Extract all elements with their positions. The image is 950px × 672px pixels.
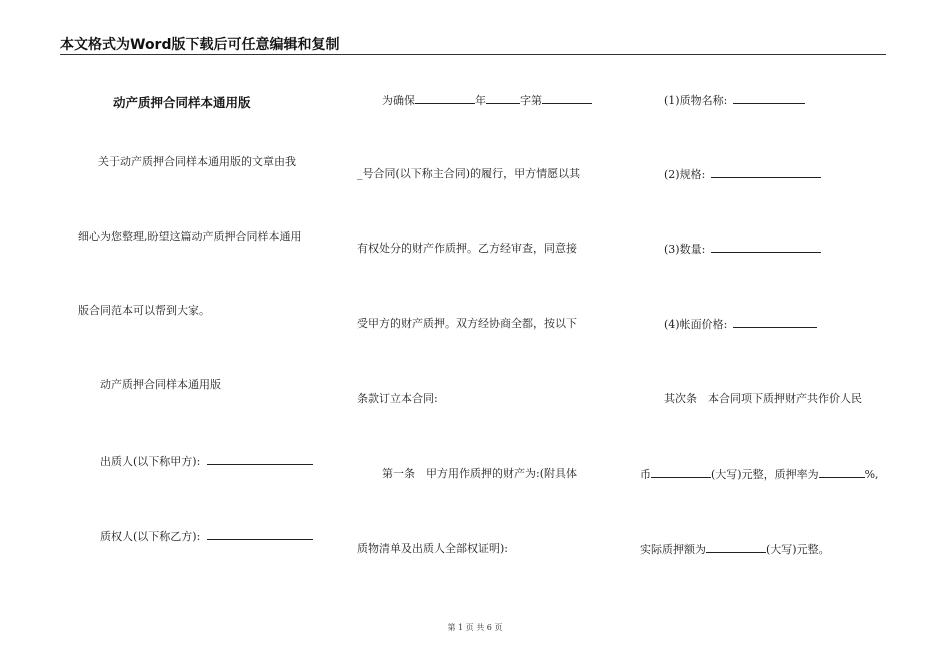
spec-label: (2)规格:: [664, 168, 706, 181]
item-name-label: (1)质物名称:: [664, 94, 728, 107]
intro-line-3: 版合同范本可以帮到大家。: [78, 304, 210, 317]
pledge-rate-label: (大写)元整，质押率为: [711, 468, 819, 481]
quantity-blank: [711, 242, 821, 253]
col2-line-1: [382, 93, 592, 108]
col2-line-3: 有权处分的财产作质押。乙方经审查，同意接: [357, 242, 577, 255]
word-number-label: 字第: [520, 94, 542, 107]
book-value-label: (4)帐面价格:: [664, 318, 728, 331]
col2-line-4: 受甲方的财产质押。双方经协商全都，按以下: [357, 317, 577, 330]
pledgor-field: [100, 454, 313, 469]
pledgee-label: 质权人(以下称乙方):: [100, 530, 201, 543]
clause-1-line-2: 质物清单及出质人全部权证明):: [357, 542, 508, 555]
year-label: 年: [475, 94, 486, 107]
spec-blank: [711, 167, 821, 178]
clause-1-line-1: 第一条 甲方用作质押的财产为:(附具体: [382, 467, 577, 480]
ensure-label: 为确保: [382, 94, 415, 107]
actual-amount-suffix: (大写)元整。: [766, 543, 830, 556]
contract-subtitle: 动产质押合同样本通用版: [100, 378, 221, 391]
amount-blank: [651, 467, 711, 478]
document-title: 动产质押合同样本通用版: [113, 95, 251, 110]
year-blank: [415, 93, 475, 104]
col2-line-5: 条款订立本合同:: [357, 392, 438, 405]
col2-line-2: _号合同(以下称主合同)的履行，甲方情愿以其: [357, 167, 581, 180]
item-name-field: [664, 93, 805, 108]
actual-amount-blank: [706, 542, 766, 553]
rate-blank: [819, 467, 865, 478]
quantity-field: [664, 242, 821, 257]
quantity-label: (3)数量:: [664, 243, 706, 256]
document-header: 本文格式为Word版下载后可任意编辑和复制: [60, 34, 886, 55]
clause-2-line-3: [640, 542, 830, 557]
clause-2-line-2: [640, 467, 879, 482]
actual-amount-label: 实际质押额为: [640, 543, 706, 556]
word-blank: [486, 93, 520, 104]
pledgee-field: [100, 529, 313, 544]
item-name-blank: [733, 93, 805, 104]
book-value-blank: [733, 317, 817, 328]
intro-line-1: 关于动产质押合同样本通用版的文章由我: [98, 155, 296, 168]
currency-label: 币: [640, 468, 651, 481]
pledgor-label: 出质人(以下称甲方):: [100, 455, 201, 468]
clause-2-line-1: 其次条 本合同项下质押财产共作价人民: [664, 392, 862, 405]
percent-label: %,: [864, 468, 879, 481]
pledgor-blank: [207, 454, 313, 465]
number-blank: [542, 93, 592, 104]
page-number: 第 1 页 共 6 页: [447, 623, 503, 632]
spec-field: [664, 167, 821, 182]
book-value-field: [664, 317, 817, 332]
intro-line-2: 细心为您整理,盼望这篇动产质押合同样本通用: [78, 230, 302, 243]
pledgee-blank: [207, 529, 313, 540]
